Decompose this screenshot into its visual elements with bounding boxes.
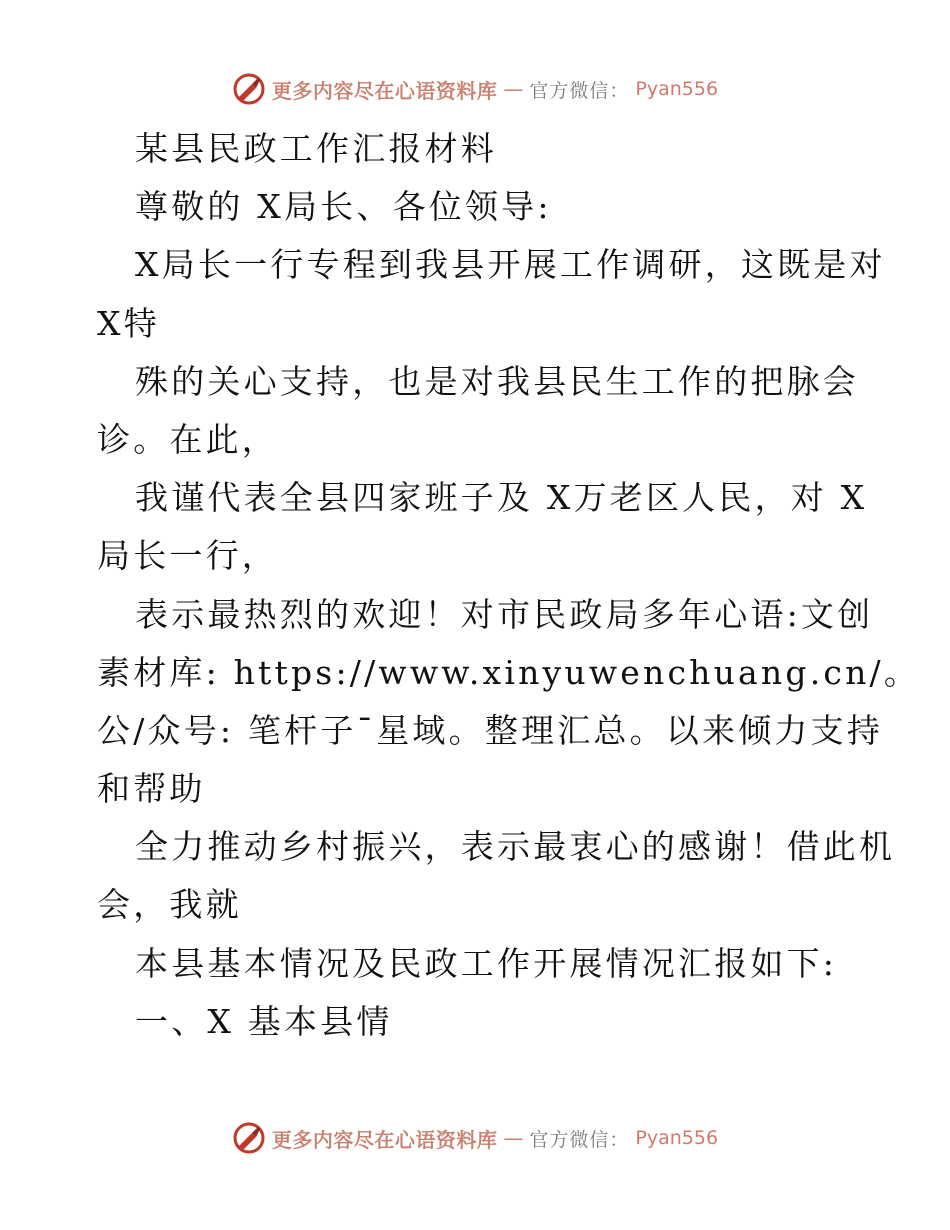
banner-wechat-id: Pyan556 xyxy=(635,1127,719,1149)
paragraph-line: 局长一行， xyxy=(97,536,278,576)
salutation: 尊敬的 X局长、各位领导: xyxy=(135,187,552,227)
banner-wechat-label: 官方微信： xyxy=(529,79,630,102)
paragraph-line: 我谨代表全县四家班子及 X万老区人民，对 X xyxy=(135,478,868,518)
header-banner xyxy=(0,72,950,106)
paragraph-line: 公/众号: 笔杆子¯星域。整理汇总。以来倾力支持 xyxy=(97,710,884,750)
paragraph-line: X特 xyxy=(97,303,160,343)
document-title: 某县民政工作汇报材料 xyxy=(135,129,497,168)
paragraph-line: 诊。在此， xyxy=(97,419,278,459)
paragraph-line: 和帮助 xyxy=(97,769,206,809)
paragraph-line: 殊的关心支持，也是对我县民生工作的把脉会 xyxy=(135,361,859,401)
paragraph-line: 表示最热烈的欢迎！对市民政局多年心语:文创 xyxy=(135,594,874,634)
banner-main-text: 更多内容尽在心语资料库 xyxy=(271,1127,498,1152)
paragraph-line: 会，我就 xyxy=(97,885,242,925)
document-body xyxy=(97,120,921,1051)
pen-logo-icon xyxy=(232,1121,266,1155)
banner-separator: — xyxy=(503,1126,524,1150)
paragraph-line: 素材库: https://www.xinyuwenchuang.cn/。 xyxy=(97,652,921,692)
banner-wechat-label: 官方微信： xyxy=(529,1128,630,1151)
section-heading: 一、X 基本县情 xyxy=(135,1001,393,1041)
banner-wechat-id: Pyan556 xyxy=(635,78,719,100)
paragraph-line: 本县基本情况及民政工作开展情况汇报如下: xyxy=(135,943,838,983)
pen-logo-icon xyxy=(232,72,266,106)
banner-separator: — xyxy=(503,77,524,101)
paragraph-line: 全力推动乡村振兴，表示最衷心的感谢！借此机 xyxy=(135,827,896,867)
banner-main-text: 更多内容尽在心语资料库 xyxy=(271,78,498,103)
footer-banner xyxy=(0,1121,950,1155)
paragraph-line: X局长一行专程到我县开展工作调研，这既是对 xyxy=(135,245,886,285)
